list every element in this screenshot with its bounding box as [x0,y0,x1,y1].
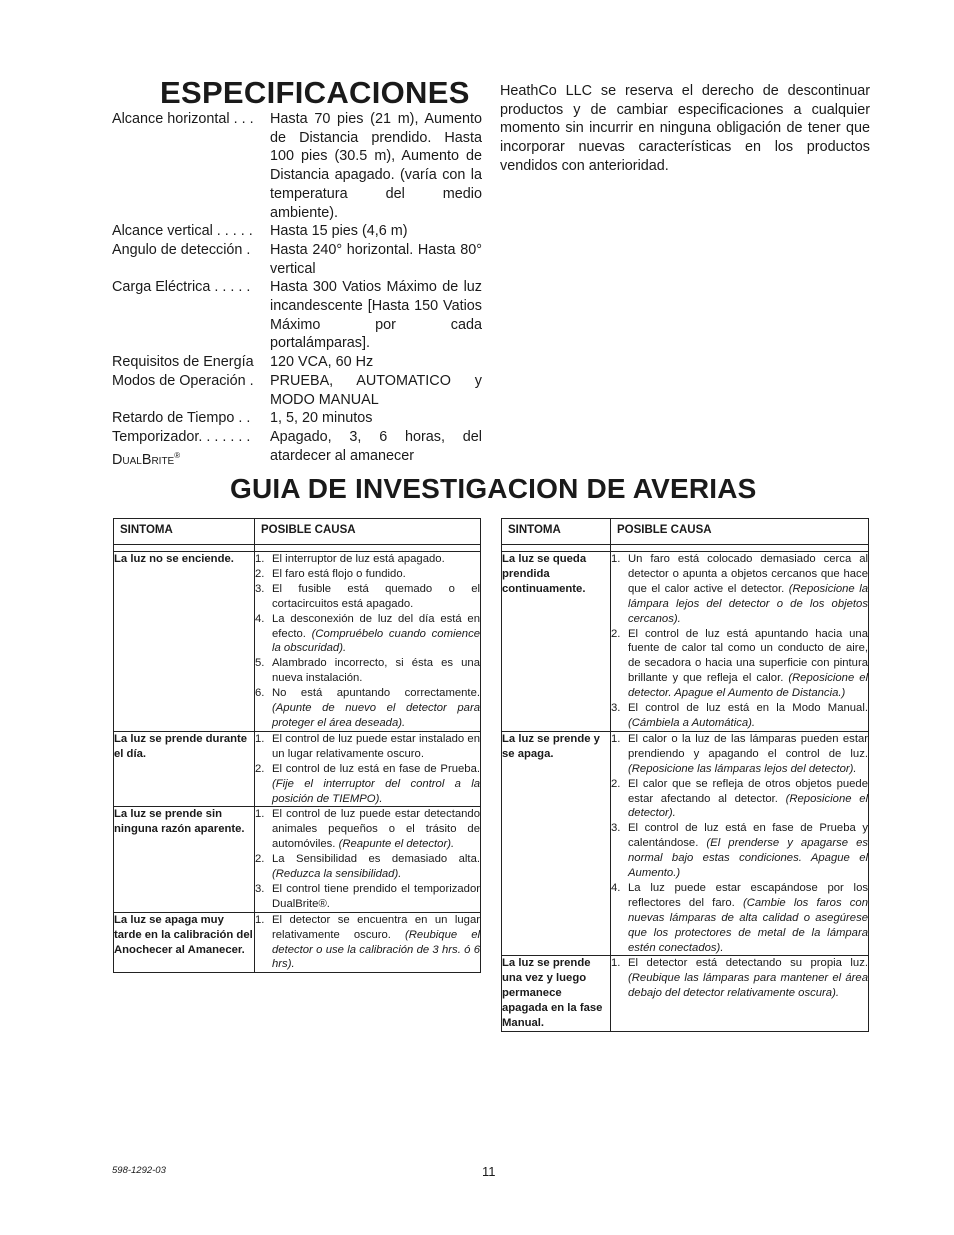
cause-remedy: (El prenderse y apagarse es normal bajo estas condiciones. Apague el Aumento.) [628,837,869,880]
symptom-cell: La luz se prende una vez y luego permanece apagada en la fase Manual. [502,956,611,1032]
notice-paragraph: HeathCo LLC se reserva el derecho de descontinuar productos y de cambiar especificaciones a cualquier momento sin incurrir en ninguna obligación de tener que incorporar nuevas características en los productos vendidos con anterioridad. [500,83,870,174]
cause-text [272,762,480,807]
cause-text [628,881,868,956]
list-item [611,777,868,822]
cause-description: El control de luz puede estar instalado en un lugar relativamente oscuro. [272,732,480,760]
table-row [502,956,869,1032]
specifications-list [112,110,482,469]
table-row [114,807,481,912]
cause-description: El control de luz está en la Modo Manual. [628,702,868,715]
column-header-symptom: SINTOMA [502,519,611,545]
specifications-title: ESPECIFICACIONES [160,75,470,110]
spec-label-text: Alcance vertical . . . . . [112,223,253,240]
cause-list [255,552,480,731]
cause-number: 4. [255,612,265,625]
cause-description: El control de luz está en fase de Prueba y calentándose. [628,822,868,850]
list-item [255,807,480,852]
troubleshooting-table-left [113,518,481,973]
cause-remedy: (Reposicione la lámpara lejos del detector o de los objetos cercanos). [628,582,868,625]
cause-text [272,732,480,762]
list-item [255,732,480,762]
cause-number: 3. [255,582,265,595]
cause-list [255,913,480,973]
cause-number: 1. [611,553,621,565]
cause-remedy: (Reposicione las lámparas lejos del detector). [628,762,857,775]
cause-description: El detector se encuentra en un lugar relativamente oscuro. [272,913,480,941]
cause-cell [255,912,481,973]
cause-remedy: (Reubique el detector o use la calibración de 3 hrs. ó 6 hrs). [272,928,481,971]
cause-number: 2. [255,762,265,775]
cause-list [611,732,868,956]
spec-label-text: Alcance horizontal . . . [112,111,254,127]
spec-row [112,353,482,372]
cause-description: El detector está detectando su propia luz. [628,957,868,970]
column-header-symptom: SINTOMA [114,519,255,545]
cause-text [628,552,868,627]
spec-label-text: Requisitos de Energía [112,354,254,371]
cause-text [272,567,480,582]
cause-text [628,701,868,731]
cause-remedy: (Reubique las lámparas para mantener el área debajo del detector relativamente oscura). [628,972,868,1000]
list-item [611,881,868,956]
list-item [255,882,480,912]
list-item [255,913,480,973]
cause-cell [611,731,869,956]
spec-row [112,428,482,469]
cause-description: El fusible está quemado o el cortacircuitos está apagado. [272,582,480,610]
cause-text [272,686,480,731]
spec-row [112,222,482,241]
list-item [611,627,868,702]
cause-list [255,732,480,807]
spec-row [112,372,482,409]
cause-remedy: (Cambie los faros con nuevas lámparas de alta calidad o asegúrese que los protectores de metal de la lámpara estén conectados). [628,896,868,954]
cause-list [255,807,480,911]
list-item [611,701,868,731]
table-row [502,552,869,732]
cause-text [628,821,868,881]
cause-description: Un faro está colocado demasiado cerca al detector o apunta a objetos cercanos que hace que el calor active el detector. [628,553,868,595]
spec-value: 1, 5, 20 minutos [270,410,373,427]
cause-text [272,656,480,686]
cause-text [628,627,868,702]
list-item [611,821,868,881]
spec-row [112,409,482,428]
list-item [255,656,480,686]
cause-remedy: (Reposicione el detector). [628,792,868,820]
registered-mark: ® [174,450,181,460]
cause-text [628,732,868,777]
cause-description: El control de luz está apuntando hacia una fuente de calor tal como un conducto de aire, de secadora o hacia una superficie con pintura brillante y que refleja el calor. [628,627,868,685]
spec-label-brand: DualBrite [112,451,175,468]
cause-description: La luz puede estar escapándose por los reflectores del faro. [628,881,868,909]
cause-remedy: (Compruébelo cuando comience la obscuridad). [272,627,480,655]
cause-text [272,807,480,852]
spec-label [112,353,270,372]
spec-value: Hasta 240° horizontal. Hasta 80° vertical [270,241,482,277]
cause-text [628,777,868,822]
cause-description: El faro está flojo o fundido. [272,567,406,580]
cause-number: 1. [611,732,621,745]
spec-label [112,278,270,353]
cause-cell [255,552,481,732]
cause-description: El calor que se refleja de otros objetos puede estar afectando al detector. [628,777,868,805]
symptom-cell: La luz se queda prendida continuamente. [502,552,611,732]
cause-remedy: (Apunte de nuevo el detector para proteger el área deseada). [272,702,480,729]
cause-text [272,582,480,612]
list-item [611,552,868,627]
cause-text [628,956,868,1001]
cause-cell [611,552,869,732]
list-item [255,852,480,882]
spec-label [112,241,270,278]
cause-text [272,882,480,912]
table-row [502,731,869,956]
cause-number: 2. [611,777,621,790]
cause-number: 5. [255,657,265,670]
page-number: 11 [482,1164,496,1179]
spec-label [112,428,270,469]
cause-list [611,552,868,731]
table-row [114,552,481,732]
cause-description: Alambrado incorrecto, si ésta es una nueva instalación. [272,657,480,685]
symptom-cell: La luz se apaga muy tarde en la calibración del Anochecer al Amanecer. [114,912,255,973]
cause-text [272,913,480,973]
spec-label-text: Temporizador. . . . . . . [112,428,251,445]
cause-text [272,552,480,567]
cause-text [272,852,480,882]
cause-description: El calor o la luz de las lámparas pueden estar prendiendo y apagando el control de luz. [628,732,868,760]
cause-description: El control tiene prendido el temporizador DualBrite®. [272,882,480,910]
list-item [255,552,480,567]
cause-number: 1. [255,808,265,821]
list-item [611,956,868,1001]
cause-number: 2. [255,853,265,866]
cause-cell [255,807,481,912]
symptom-cell: La luz se prende durante el día. [114,731,255,807]
list-item [611,732,868,777]
list-item [255,762,480,807]
cause-remedy: (Fije el interruptor del control a la posición de TIEMPO). [272,777,480,805]
symptom-cell: La luz se prende y se apaga. [502,731,611,956]
list-item [255,567,480,582]
cause-description: No está apuntando correctamente. [272,687,480,700]
cause-number: 1. [255,913,265,926]
cause-text [272,612,480,657]
cause-remedy: (Reduzca la sensibilidad). [272,868,402,881]
spec-value: Apagado, 3, 6 horas, del atardecer al amanecer [270,428,482,464]
cause-cell [611,956,869,1032]
cause-remedy: (Reposicione el detector. Apague el Aumento de Distancia.) [628,672,868,700]
spec-row [112,241,482,278]
cause-number: 4. [611,881,621,894]
spec-row [112,278,482,353]
cause-number: 1. [611,957,621,970]
spec-label-text: Modos de Operación . [112,372,254,389]
spec-value: PRUEBA, AUTOMATICO y MODO MANUAL [270,372,482,408]
cause-number: 3. [255,882,265,895]
spec-value: Hasta 15 pies (4,6 m) [270,223,408,240]
spec-label [112,222,270,241]
spec-label [112,372,270,409]
spec-label-text: Retardo de Tiempo . . [112,410,251,427]
spec-label [112,110,270,222]
cause-description: La Sensibilidad es demasiado alta. [272,853,480,866]
spec-value: 120 VCA, 60 Hz [270,354,374,371]
column-header-cause: POSIBLE CAUSA [255,519,481,545]
list-item [255,612,480,657]
spec-row [112,110,482,222]
cause-description: La desconexión de luz del día está en efecto. [272,612,480,640]
cause-remedy: (Cámbiela a Automática). [628,716,756,729]
spec-value: Hasta 300 Vatios Máximo de luz incandescente [Hasta 150 Vatios Máximo por cada portalámparas]. [270,279,482,352]
spec-value: Hasta 70 pies (21 m), Aumento de Distancia prendido. Hasta 100 pies (30.5 m), Aumento de Distancia apagado. (varía con la temperatura del medio ambiente). [270,111,482,221]
cause-description: El interruptor de luz está apagado. [272,553,445,565]
cause-number: 3. [611,822,621,835]
cause-remedy: (Reapunte el detector). [338,838,455,851]
list-item [255,686,480,731]
column-header-cause: POSIBLE CAUSA [611,519,869,545]
list-item [255,582,480,612]
spec-label-text: Carga Eléctrica . . . . . [112,279,251,296]
cause-number: 6. [255,687,265,700]
troubleshooting-title: GUIA DE INVESTIGACION DE AVERIAS [230,473,757,504]
spec-label-text: Angulo de detección . [112,241,251,258]
cause-cell [255,731,481,807]
cause-description: El control de luz puede estar detectando animales pequeños o el trásito de automóviles. [272,808,480,851]
table-row [114,912,481,973]
table-row [114,731,481,807]
troubleshooting-table-right [501,518,869,1032]
cause-number: 2. [611,627,621,640]
cause-number: 2. [255,567,265,580]
symptom-cell: La luz se prende sin ninguna razón aparente. [114,807,255,912]
cause-description: El control de luz está en fase de Prueba. [272,762,480,775]
symptom-cell: La luz no se enciende. [114,552,255,732]
cause-list [611,956,868,1001]
cause-number: 1. [255,732,265,745]
cause-number: 1. [255,553,265,565]
document-number: 598-1292-03 [112,1165,166,1176]
cause-number: 3. [611,702,621,715]
spec-label [112,409,270,428]
